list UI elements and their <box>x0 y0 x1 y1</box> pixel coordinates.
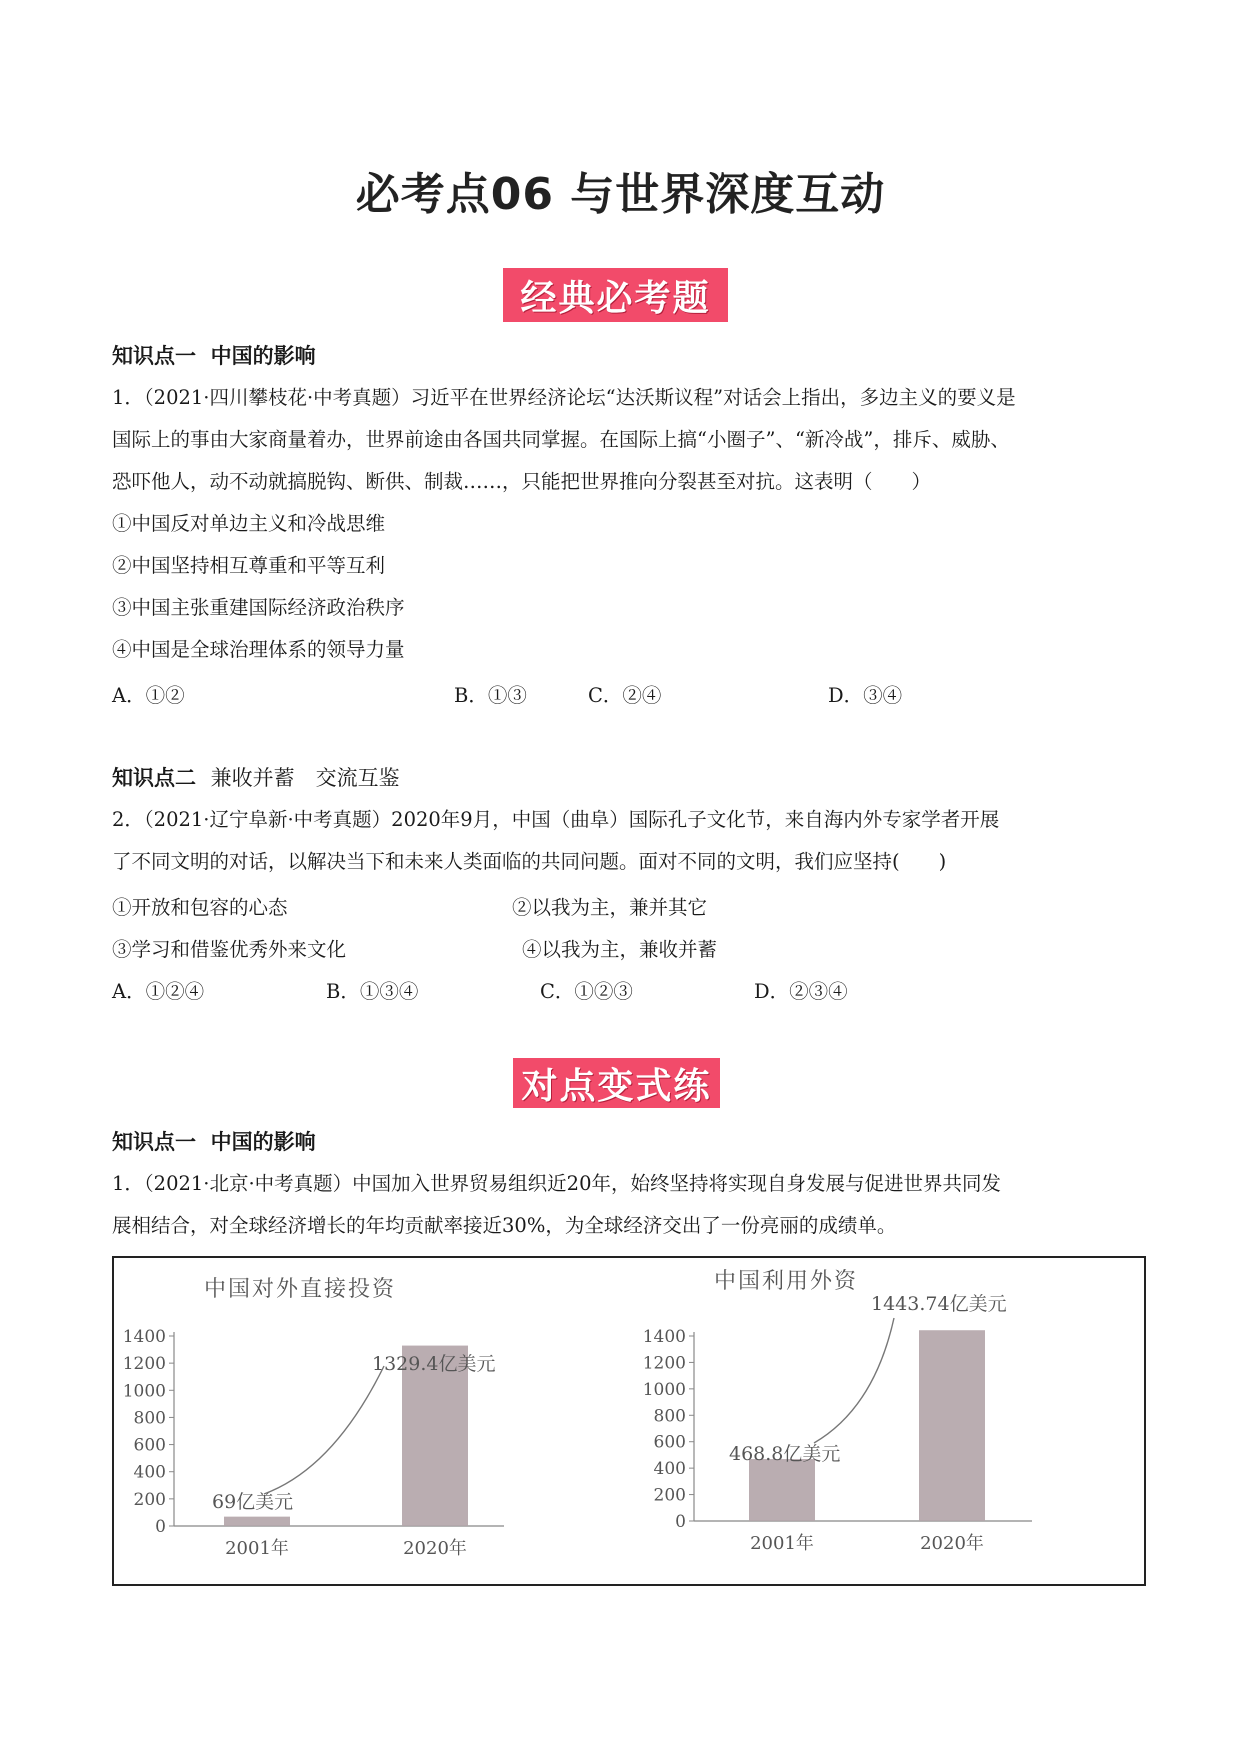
y-tick-label: 600 <box>653 1432 686 1453</box>
heading-topic: 中国的影响 <box>210 1130 316 1154</box>
question-line: 1．（2021·四川攀枝花·中考真题）习近平在世界经济论坛“达沃斯议程”对话会上指出，多边主义的要义是 <box>112 386 1016 409</box>
y-tick-label: 400 <box>653 1459 686 1480</box>
page-title: 必考点06 与世界深度互动 <box>355 169 886 220</box>
section-banner-practice: 对点变式练 <box>513 1058 720 1108</box>
y-tick-label: 800 <box>653 1406 686 1427</box>
x-tick-label: 2020年 <box>920 1533 984 1554</box>
question-line: 2．（2021·辽宁阜新·中考真题）2020年9月，中国（曲阜）国际孔子文化节，来自海内外专家学者开展 <box>112 808 1000 831</box>
bar <box>224 1517 290 1526</box>
knowledge-heading-1 <box>112 340 316 370</box>
answer-option-c[interactable]: C．②④ <box>588 684 662 707</box>
statement-item: ①中国反对单边主义和冷战思维 <box>112 512 386 535</box>
y-tick-label: 200 <box>133 1489 166 1510</box>
y-tick-label: 1000 <box>122 1381 166 1402</box>
heading-topic: 中国的影响 <box>210 344 316 368</box>
y-tick-label: 800 <box>133 1408 166 1429</box>
data-label: 1443.74亿美元 <box>871 1293 1007 1315</box>
y-tick-label: 600 <box>133 1435 166 1456</box>
statement-item: ①开放和包容的心态 <box>112 896 288 919</box>
y-tick-label: 1400 <box>122 1327 166 1347</box>
data-label: 69亿美元 <box>212 1491 294 1513</box>
y-tick-label: 200 <box>653 1485 686 1506</box>
heading-topic: 兼收并蓄 交流互鉴 <box>210 766 400 790</box>
heading-label: 知识点一 <box>112 1130 196 1154</box>
answer-option-d[interactable]: D．③④ <box>828 684 903 707</box>
y-tick-label: 1400 <box>642 1327 686 1347</box>
statement-item: ②以我为主，兼并其它 <box>512 896 708 919</box>
statement-item: ④中国是全球治理体系的领导力量 <box>112 638 405 661</box>
question-line: 恐吓他人，动不动就搞脱钩、断供、制裁……，只能把世界推向分裂甚至对抗。这表明（ ） <box>112 470 932 493</box>
statement-item: ③中国主张重建国际经济政治秩序 <box>112 596 405 619</box>
data-label: 1329.4亿美元 <box>372 1353 496 1375</box>
answer-option-b[interactable]: B．①③ <box>454 684 527 707</box>
y-tick-label: 1000 <box>642 1379 686 1400</box>
heading-label: 知识点一 <box>112 344 196 368</box>
answer-option-a[interactable]: A．①② <box>112 684 185 707</box>
bar-charts-svg <box>114 1258 1144 1584</box>
chart-figure <box>112 1256 1146 1586</box>
data-label: 468.8亿美元 <box>729 1443 841 1465</box>
chart-title: 中国利用外资 <box>714 1269 859 1294</box>
y-tick-label: 1200 <box>122 1354 166 1375</box>
y-tick-label: 400 <box>133 1462 166 1483</box>
question-line: 1．（2021·北京·中考真题）中国加入世界贸易组织近20年，始终坚持将实现自身发展与促进世界共同发 <box>112 1172 1001 1195</box>
bar <box>749 1459 815 1521</box>
knowledge-heading-3 <box>112 1126 316 1156</box>
question-line: 了不同文明的对话，以解决当下和未来人类面临的共同问题。面对不同的文明，我们应坚持( ) <box>112 850 947 873</box>
x-tick-label: 2020年 <box>403 1538 467 1559</box>
statement-item: ④以我为主，兼收并蓄 <box>522 938 718 961</box>
x-tick-label: 2001年 <box>750 1533 814 1554</box>
x-tick-label: 2001年 <box>225 1538 289 1559</box>
bar <box>919 1330 985 1521</box>
answer-option-d[interactable]: D．②③④ <box>754 980 848 1003</box>
y-tick-label: 1200 <box>642 1353 686 1374</box>
statement-item: ②中国坚持相互尊重和平等互利 <box>112 554 386 577</box>
y-tick-label: 0 <box>155 1517 166 1537</box>
chart-title: 中国对外直接投资 <box>204 1277 397 1302</box>
answer-option-c[interactable]: C．①②③ <box>540 980 633 1003</box>
growth-arrow <box>814 1318 894 1443</box>
question-line: 国际上的事由大家商量着办，世界前途由各国共同掌握。在国际上搞“小圈子”、“新冷战”，排斥、威胁、 <box>112 428 1010 451</box>
heading-label: 知识点二 <box>112 766 196 790</box>
growth-arrow <box>264 1366 384 1494</box>
knowledge-heading-2 <box>112 762 400 792</box>
y-tick-label: 0 <box>675 1512 686 1532</box>
answer-option-b[interactable]: B．①③④ <box>326 980 419 1003</box>
question-line: 展相结合，对全球经济增长的年均贡献率接近30%，为全球经济交出了一份亮丽的成绩单。 <box>112 1214 897 1237</box>
section-banner-classic: 经典必考题 <box>503 268 728 322</box>
answer-option-a[interactable]: A．①②④ <box>112 980 205 1003</box>
statement-item: ③学习和借鉴优秀外来文化 <box>112 938 347 961</box>
